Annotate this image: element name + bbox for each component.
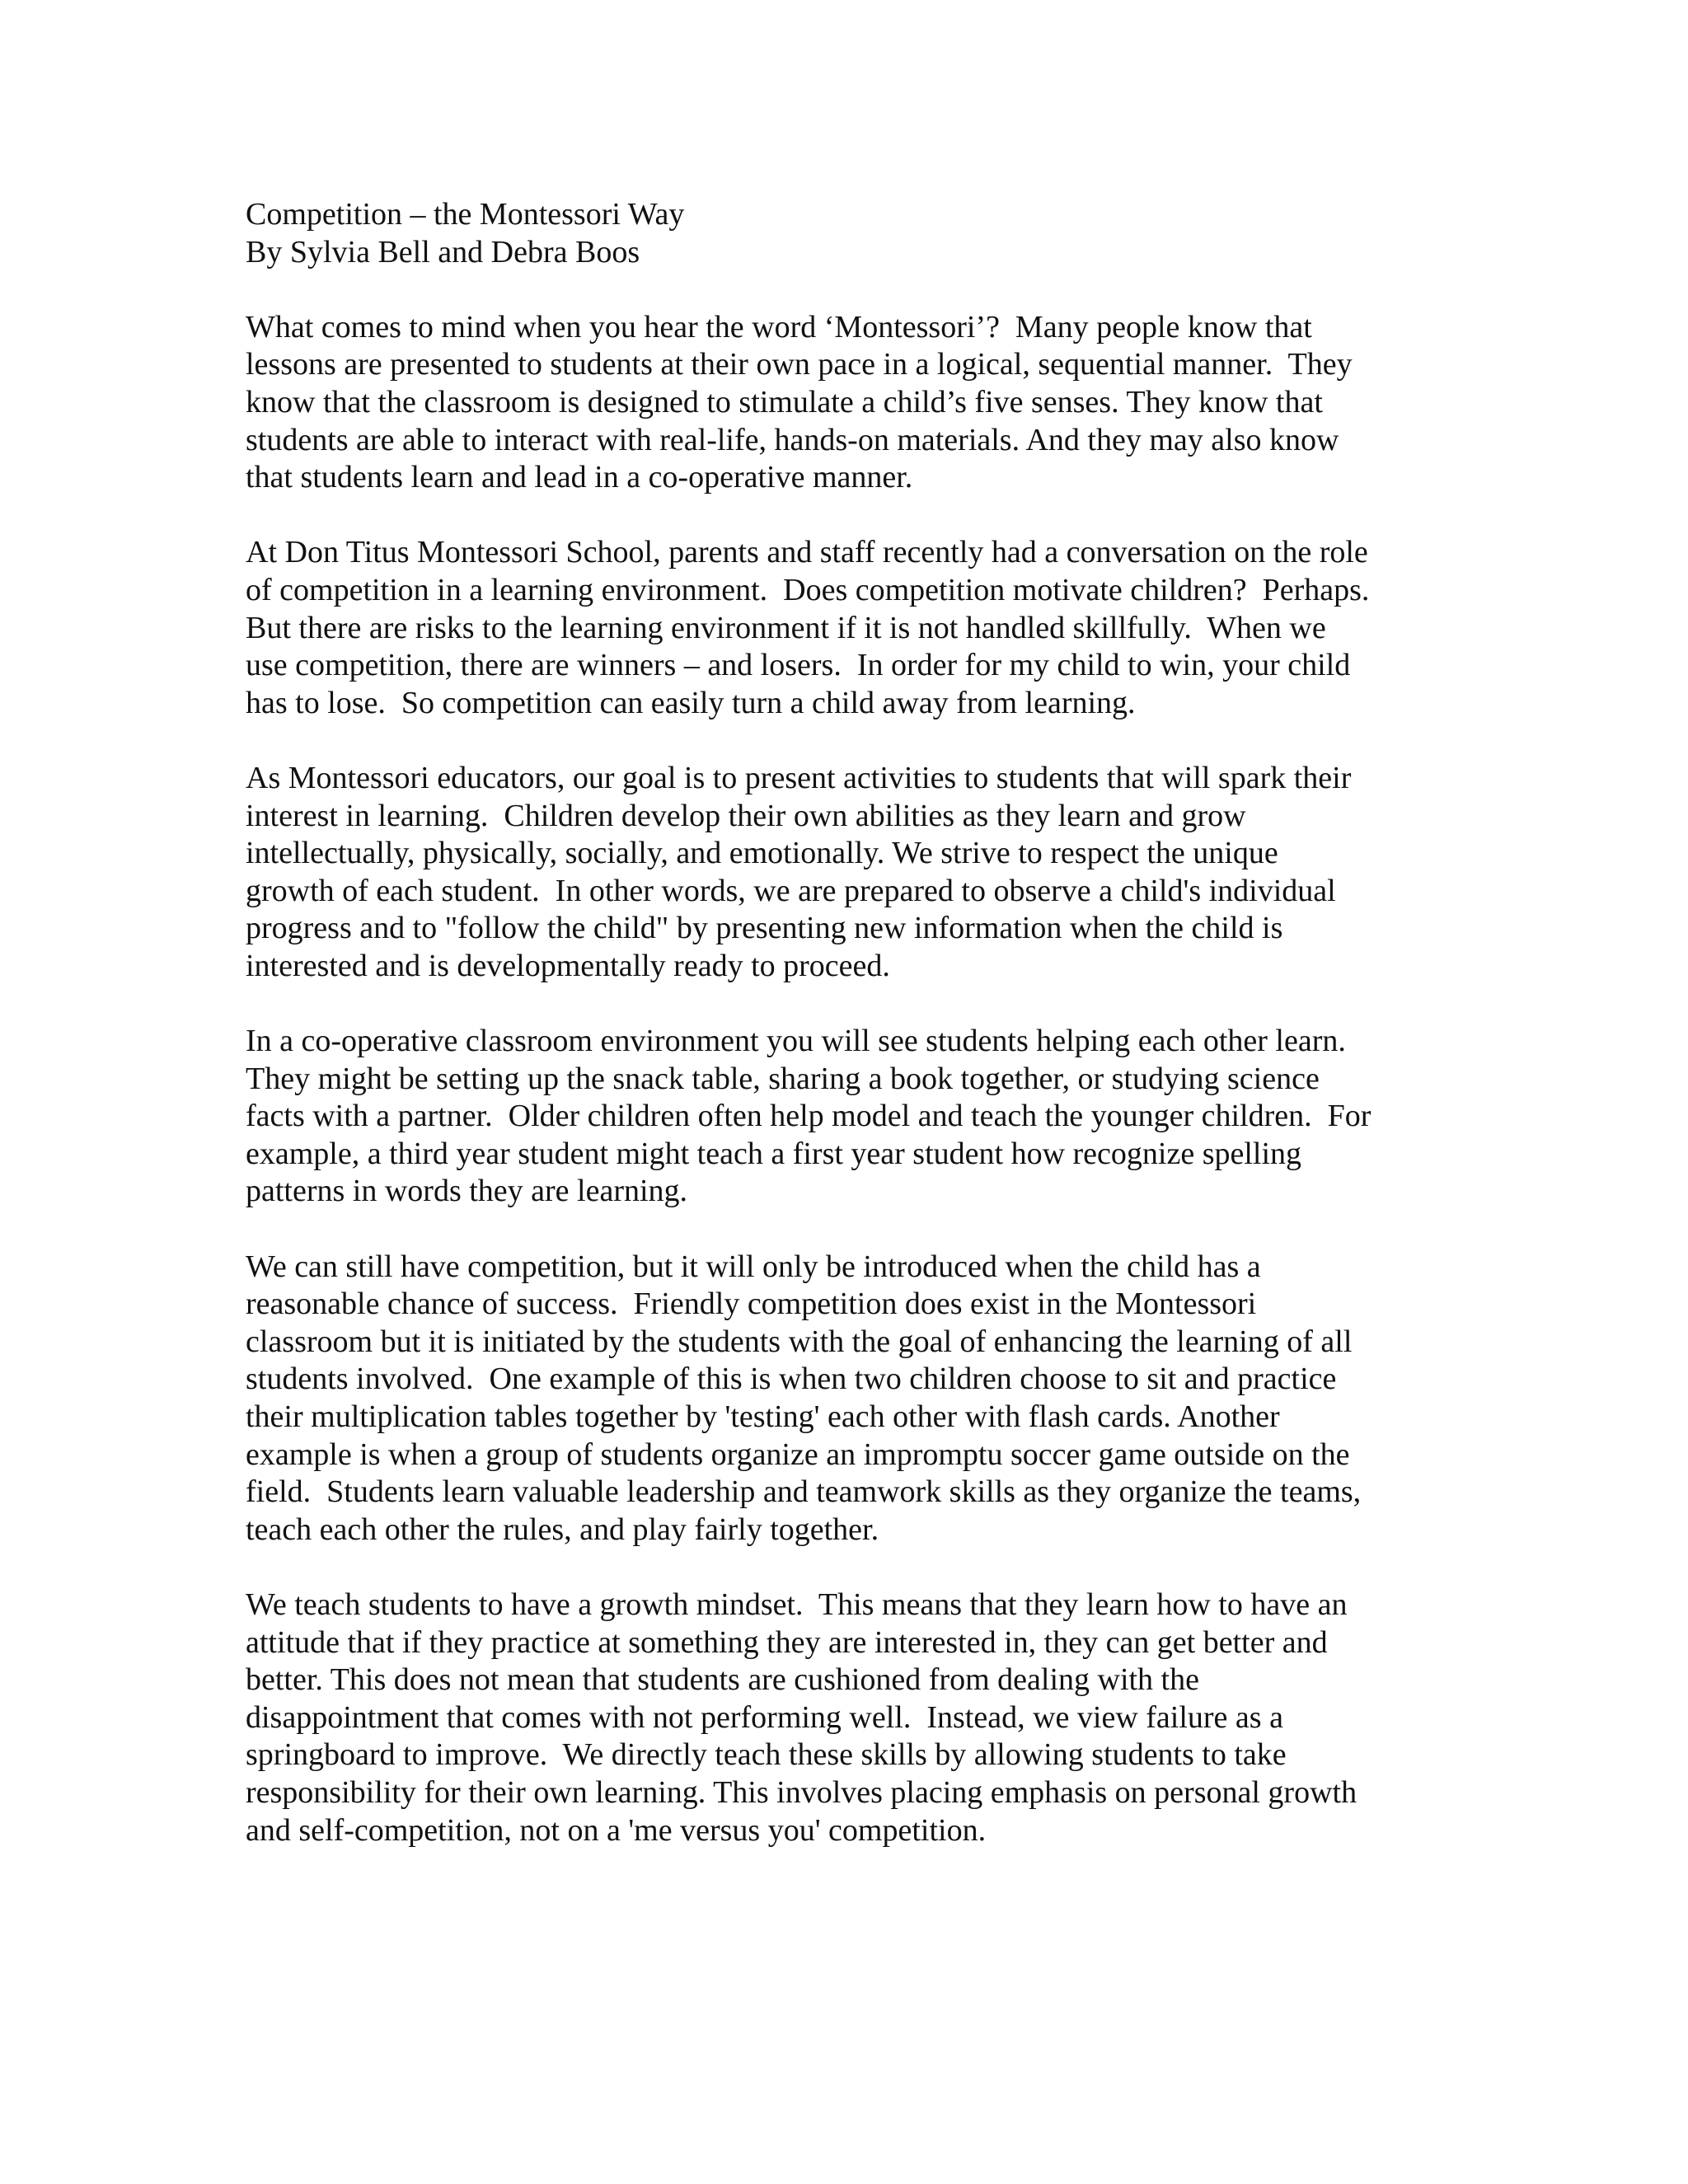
paragraph-line: classroom but it is initiated by the students with the goal of enhancing the learning of all bbox=[246, 1324, 1353, 1359]
paragraph-line: interested and is developmentally ready to proceed. bbox=[246, 948, 890, 983]
paragraph-4 bbox=[246, 1023, 1482, 1211]
paragraph-line: attitude that if they practice at something they are interested in, they can get better and bbox=[246, 1624, 1328, 1660]
paragraph-line: example is when a group of students organize an impromptu soccer game outside on the bbox=[246, 1436, 1350, 1472]
paragraph-line: What comes to mind when you hear the word ‘Montessori’? Many people know that bbox=[246, 309, 1312, 344]
paragraph-line: and self-competition, not on a 'me versus you' competition. bbox=[246, 1812, 987, 1848]
paragraph-line: their multiplication tables together by 'testing' each other with flash cards. Another bbox=[246, 1399, 1280, 1434]
paragraph-5 bbox=[246, 1249, 1482, 1549]
document-body bbox=[246, 196, 1482, 1887]
paragraph-line: disappointment that comes with not performing well. Instead, we view failure as a bbox=[246, 1699, 1283, 1735]
paragraph-line: use competition, there are winners – and losers. In order for my child to win, your child bbox=[246, 648, 1351, 683]
paragraph-line: responsibility for their own learning. This involves placing emphasis on personal growth bbox=[246, 1774, 1357, 1810]
paragraph-line: In a co-operative classroom environment you will see students helping each other learn. bbox=[246, 1024, 1346, 1059]
paragraph-line: springboard to improve. We directly teach these skills by allowing students to take bbox=[246, 1737, 1287, 1773]
paragraph-line: growth of each student. In other words, we are prepared to observe a child's individual bbox=[246, 873, 1336, 908]
paragraph-1 bbox=[246, 309, 1482, 497]
paragraph-line: lessons are presented to students at their own pace in a logical, sequential manner. They bbox=[246, 347, 1353, 382]
paragraph-3 bbox=[246, 760, 1482, 986]
paragraph-line: know that the classroom is designed to stimulate a child’s five senses. They know that bbox=[246, 384, 1323, 419]
paragraph-6 bbox=[246, 1586, 1482, 1849]
paragraph-line: interest in learning. Children develop their own abilities as they learn and grow bbox=[246, 798, 1246, 833]
paragraph-line: field. Students learn valuable leadership and teamwork skills as they organize the teams, bbox=[246, 1474, 1362, 1510]
paragraph-line: They might be setting up the snack table, sharing a book together, or studying science bbox=[246, 1061, 1320, 1096]
document-byline: By Sylvia Bell and Debra Boos bbox=[246, 234, 640, 269]
paragraph-line: of competition in a learning environment. Does competition motivate children? Perhaps. bbox=[246, 572, 1370, 607]
paragraph-line: At Don Titus Montessori School, parents and staff recently had a conversation on the role bbox=[246, 535, 1368, 570]
paragraph-line: students involved. One example of this is when two children choose to sit and practice bbox=[246, 1361, 1337, 1397]
paragraph-line: intellectually, physically, socially, and emotionally. We strive to respect the unique bbox=[246, 836, 1278, 871]
paragraph-line: We teach students to have a growth mindset. This means that they learn how to have an bbox=[246, 1586, 1348, 1622]
paragraph-line: reasonable chance of success. Friendly competition does exist in the Montessori bbox=[246, 1286, 1257, 1322]
paragraph-line: patterns in words they are learning. bbox=[246, 1174, 688, 1209]
paragraph-line: better. This does not mean that students are cushioned from dealing with the bbox=[246, 1662, 1199, 1698]
paragraph-line: As Montessori educators, our goal is to present activities to students that will spark their bbox=[246, 760, 1352, 795]
paragraph-line: teach each other the rules, and play fairly together. bbox=[246, 1511, 879, 1547]
paragraph-line: has to lose. So competition can easily turn a child away from learning. bbox=[246, 685, 1136, 720]
paragraph-line: that students learn and lead in a co-operative manner. bbox=[246, 460, 913, 495]
paragraph-line: students are able to interact with real-life, hands-on materials. And they may also know bbox=[246, 422, 1339, 457]
document-header bbox=[246, 196, 1482, 271]
paragraph-line: We can still have competition, but it will only be introduced when the child has a bbox=[246, 1249, 1261, 1284]
paragraph-line: facts with a partner. Older children often help model and teach the younger children. For bbox=[246, 1099, 1372, 1134]
paragraph-line: example, a third year student might teach a first year student how recognize spelling bbox=[246, 1136, 1302, 1171]
paragraph-line: progress and to "follow the child" by presenting new information when the child is bbox=[246, 911, 1283, 946]
document-title: Competition – the Montessori Way bbox=[246, 197, 685, 232]
paragraph-2 bbox=[246, 534, 1482, 722]
paragraph-line: But there are risks to the learning environment if it is not handled skillfully. When we bbox=[246, 610, 1326, 645]
